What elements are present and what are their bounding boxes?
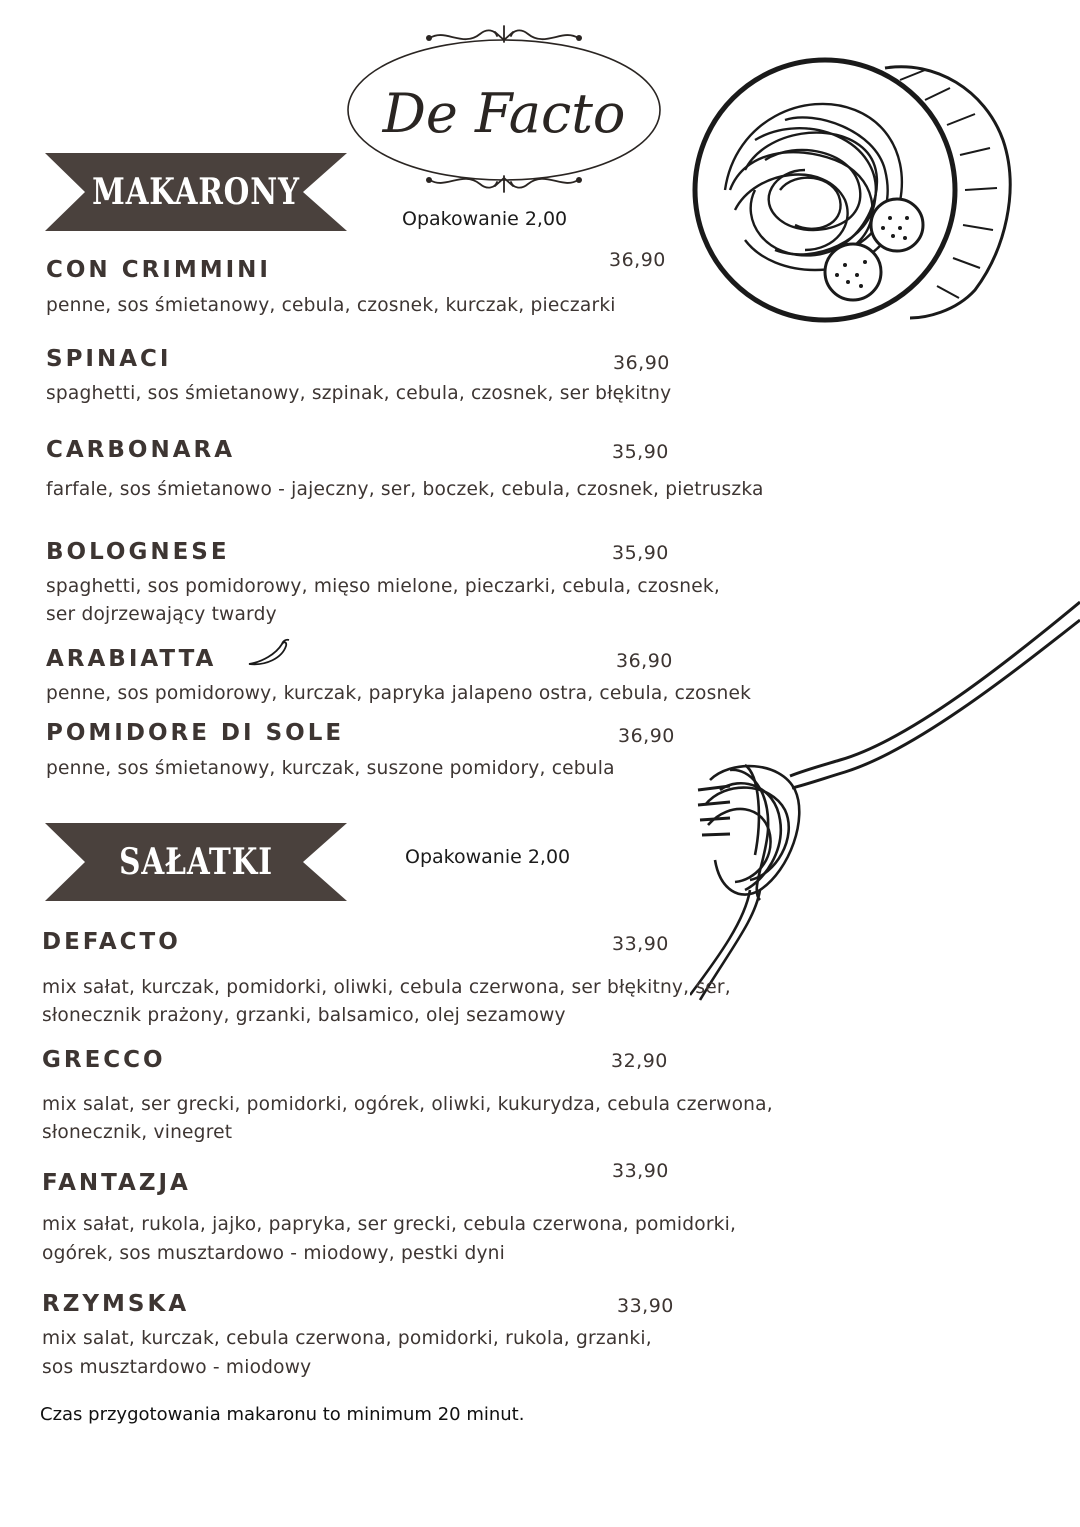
dish-price: 36,90 bbox=[613, 352, 670, 374]
brand-name: De Facto bbox=[382, 82, 626, 145]
dish-price: 36,90 bbox=[618, 725, 675, 747]
section-title-pasta: MAKARONY bbox=[92, 171, 300, 213]
dish-name: BOLOGNESE bbox=[46, 539, 230, 565]
preparation-time-note: Czas przygotowania makaronu to minimum 20 minut. bbox=[40, 1404, 525, 1425]
dish-name: CON CRIMMINI bbox=[46, 257, 271, 283]
chili-pepper-icon bbox=[246, 638, 290, 668]
dish-name: POMIDORE DI SOLE bbox=[46, 720, 345, 746]
dish-name: RZYMSKA bbox=[42, 1291, 190, 1317]
dish-description: ogórek, sos musztardowo - miodowy, pestki dyni bbox=[42, 1243, 506, 1264]
brand-logo bbox=[345, 20, 663, 195]
pasta-plate-illustration bbox=[685, 50, 1025, 340]
dish-description: ser dojrzewający twardy bbox=[46, 604, 277, 625]
dish-description: penne, sos śmietanowy, cebula, czosnek, kurczak, pieczarki bbox=[46, 295, 616, 316]
dish-name: SPINACI bbox=[46, 346, 172, 372]
dish-description: mix salat, ser grecki, pomidorki, ogórek, oliwki, kukurydza, cebula czerwona, bbox=[42, 1094, 773, 1115]
packaging-note-salads: Opakowanie 2,00 bbox=[405, 846, 571, 868]
fork-with-spaghetti-illustration bbox=[690, 590, 1080, 1010]
dish-name: ARABIATTA bbox=[46, 646, 217, 672]
dish-description: słonecznik prażony, grzanki, balsamico, olej sezamowy bbox=[42, 1005, 566, 1026]
dish-description: farfale, sos śmietanowo - jajeczny, ser, boczek, cebula, czosnek, pietruszka bbox=[46, 479, 764, 500]
dish-price: 33,90 bbox=[612, 1160, 669, 1182]
dish-name: CARBONARA bbox=[46, 437, 236, 463]
dish-price: 36,90 bbox=[616, 650, 673, 672]
dish-price: 36,90 bbox=[609, 249, 666, 271]
dish-price: 33,90 bbox=[612, 933, 669, 955]
packaging-note-pasta: Opakowanie 2,00 bbox=[402, 208, 568, 230]
dish-description: mix sałat, rukola, jajko, papryka, ser grecki, cebula czerwona, pomidorki, bbox=[42, 1214, 737, 1235]
dish-price: 35,90 bbox=[612, 542, 669, 564]
dish-description: penne, sos śmietanowy, kurczak, suszone pomidory, cebula bbox=[46, 758, 615, 779]
dish-description: mix sałat, kurczak, pomidorki, oliwki, cebula czerwona, ser błękitny, ser, bbox=[42, 977, 731, 998]
dish-description: spaghetti, sos pomidorowy, mięso mielone, pieczarki, cebula, czosnek, bbox=[46, 576, 720, 597]
dish-name: DEFACTO bbox=[42, 929, 181, 955]
dish-description: słonecznik, vinegret bbox=[42, 1122, 233, 1143]
dish-description: mix salat, kurczak, cebula czerwona, pomidorki, rukola, grzanki, bbox=[42, 1328, 652, 1349]
dish-price: 35,90 bbox=[612, 441, 669, 463]
dish-price: 32,90 bbox=[611, 1050, 668, 1072]
dish-price: 33,90 bbox=[617, 1295, 674, 1317]
section-banner-salads bbox=[45, 823, 347, 901]
dish-description: penne, sos pomidorowy, kurczak, papryka jalapeno ostra, cebula, czosnek bbox=[46, 683, 752, 704]
section-banner-pasta bbox=[45, 153, 347, 231]
section-title-salads: SAŁATKI bbox=[119, 841, 273, 883]
dish-description: sos musztardowo - miodowy bbox=[42, 1357, 312, 1378]
dish-name: FANTAZJA bbox=[42, 1170, 191, 1196]
dish-description: spaghetti, sos śmietanowy, szpinak, cebula, czosnek, ser błękitny bbox=[46, 383, 672, 404]
dish-name: GRECCO bbox=[42, 1047, 166, 1073]
